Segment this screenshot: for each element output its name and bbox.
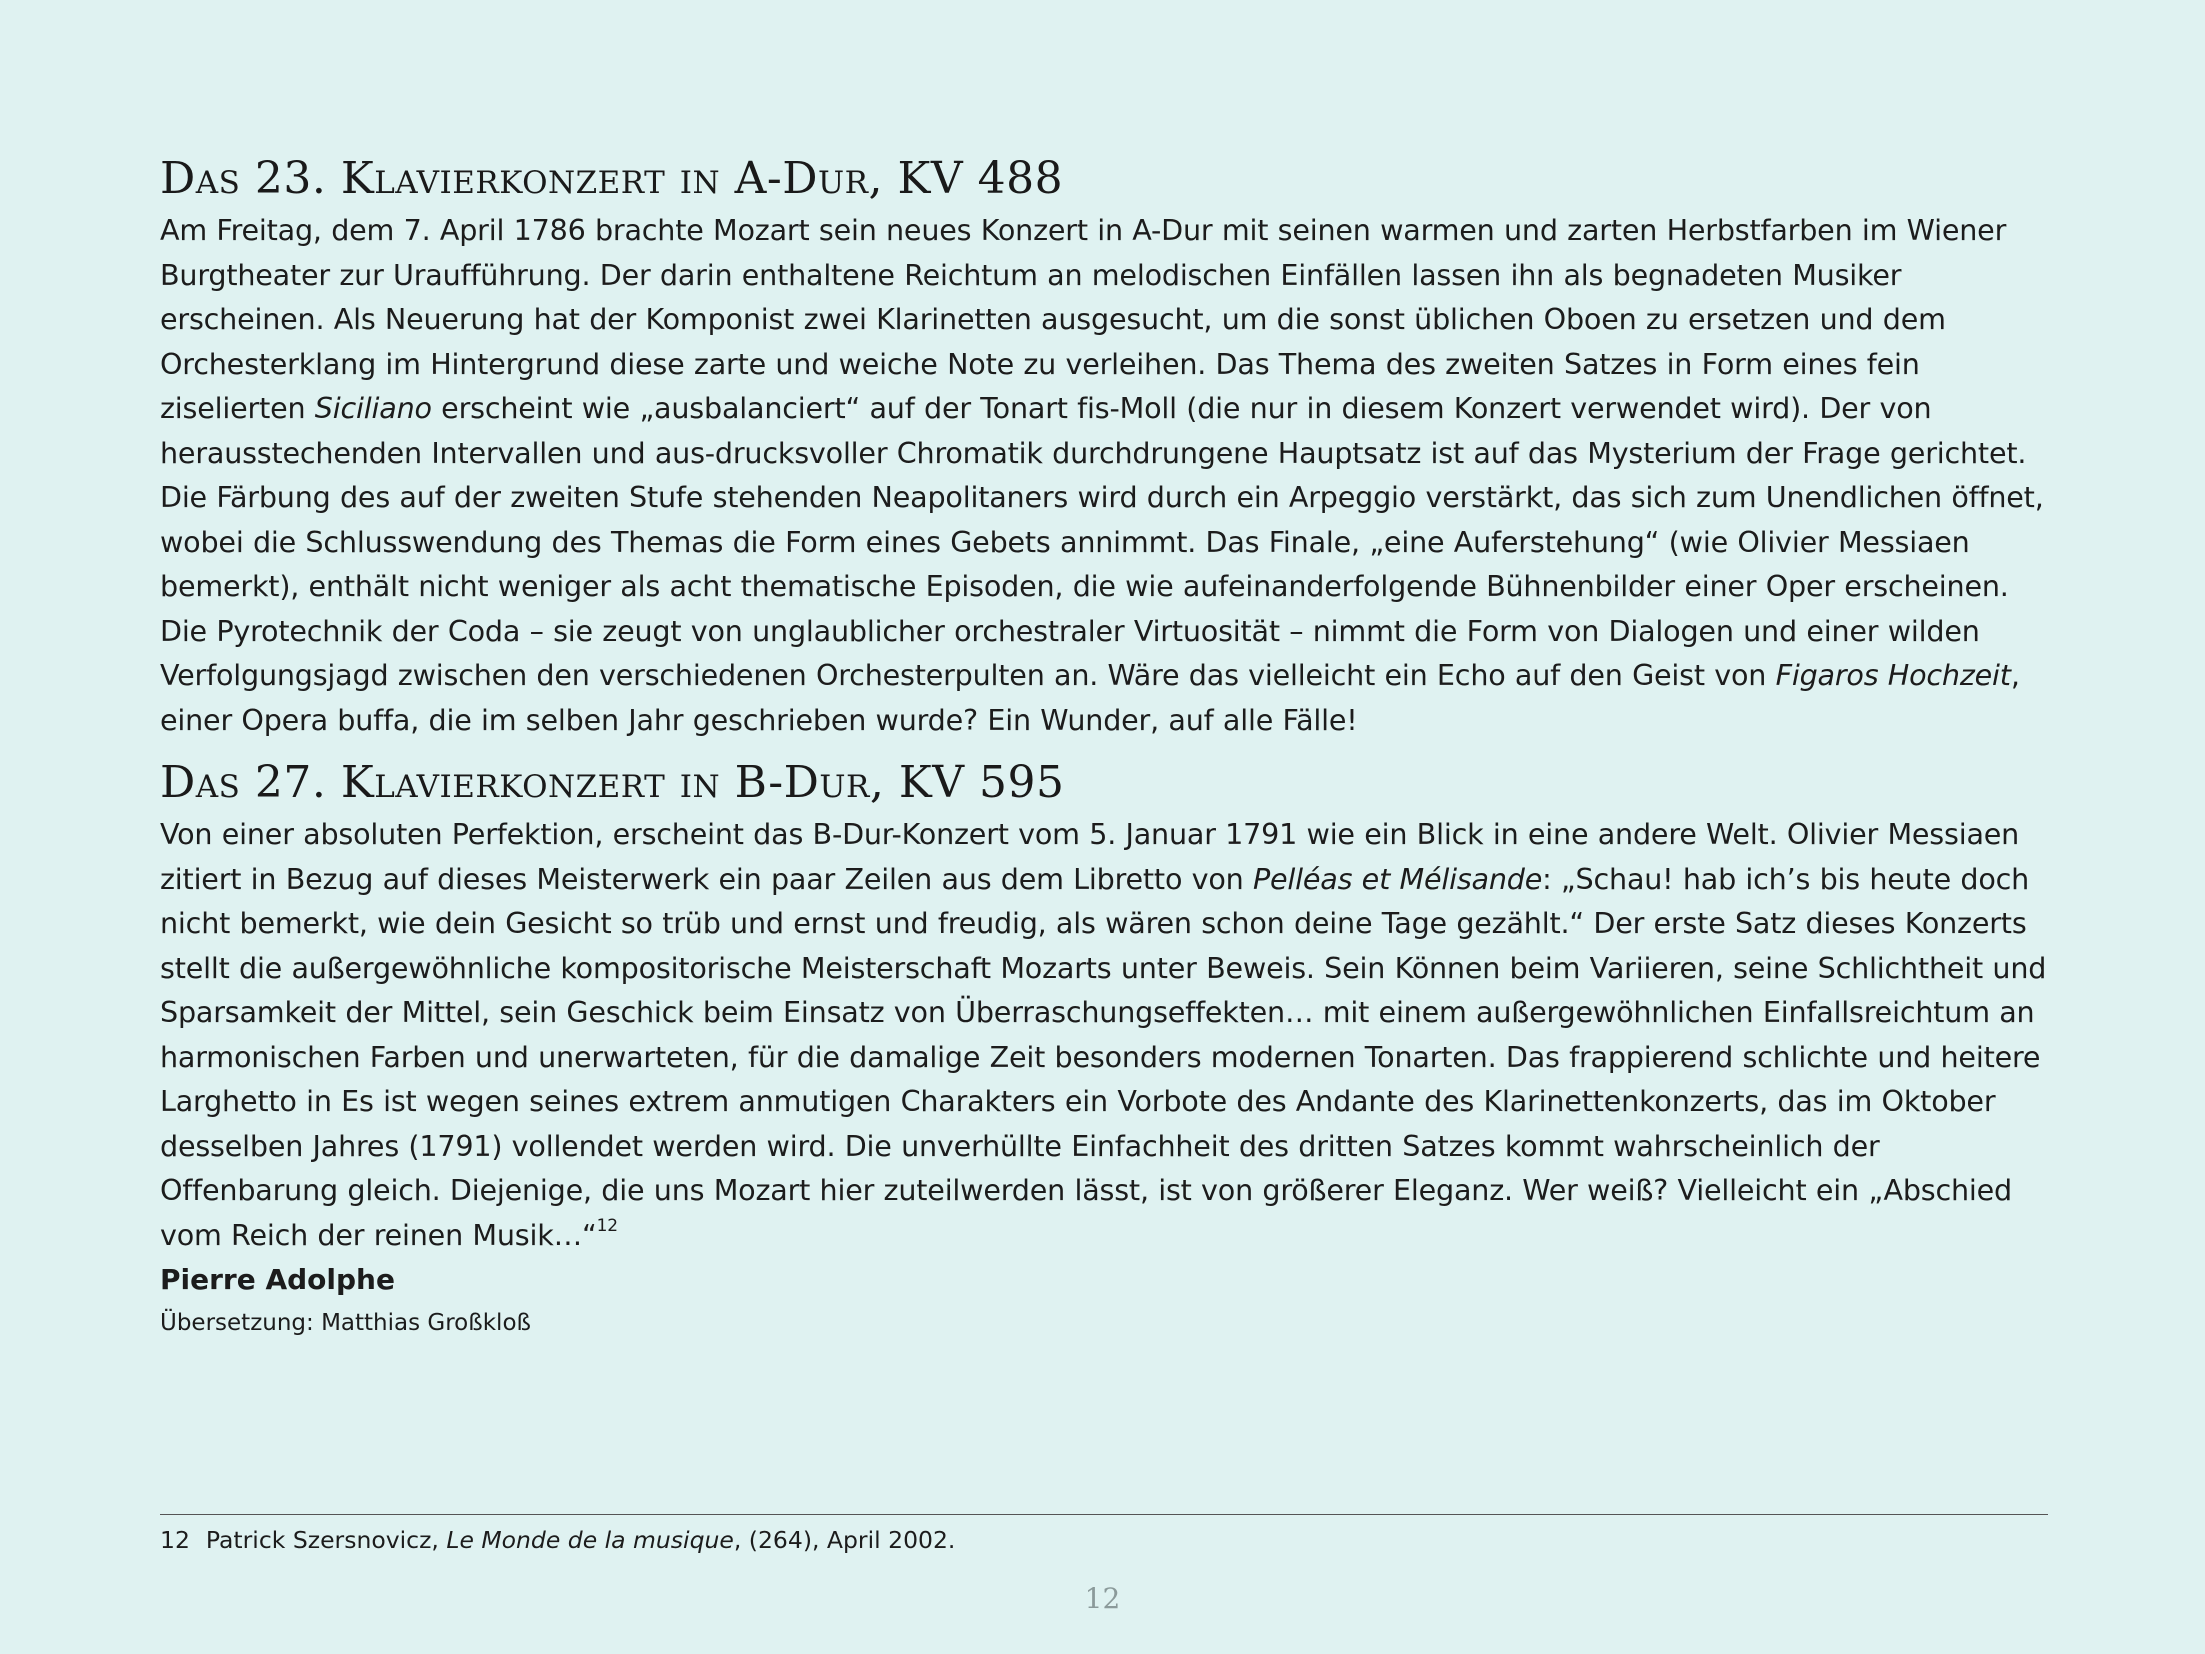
page-number: 12: [1084, 1582, 1121, 1615]
footnote: [160, 1522, 955, 1558]
section-kv595: [160, 754, 2050, 1343]
translator-credit: Übersetzung: Matthias Großkloß: [160, 1310, 532, 1336]
body-text: erscheint wie „ausbalanciert“ auf der Tonart fis-Moll (die nur in diesem Konzert verwendet wird). Der von herausstechenden Intervallen und aus-drucksvoller Chromatik durchdrungene Hauptsatz ist auf das Mysterium der Frage gerichtet. Die Färbung des auf der zweiten Stufe stehenden Neapolitaners wird durch ein Arpeggio verstärkt, das sich zum Unendlichen öffnet, wobei die Schlusswendung des Themas die Form eines Gebets annimmt. Das Finale, „eine Auferstehung“ (wie Olivier Messiaen bemerkt), enthält nicht weniger als acht thematische Episoden, die wie aufeinanderfolgende Bühnenbilder einer Oper erscheinen. Die Pyrotechnik der Coda – sie zeugt von unglaublicher orchestraler Virtuosität – nimmt die Form von Dialogen und einer wilden Verfolgungsjagd zwischen den verschiedenen Orchesterpulten an. Wäre das vielleicht ein Echo auf den Geist von: [160, 391, 2044, 692]
footnote-text: , (264), April 2002.: [733, 1526, 956, 1554]
body-text: : „Schau! hab ich’s bis heute doch nicht bemerkt, wie dein Gesicht so trüb und ernst und freudig, als wären schon deine Tage gezählt.“ Der erste Satz dieses Konzerts stellt die außergewöhnliche kompositorische Meisterschaft Mozarts unter Beweis. Sein Können beim Variieren, seine Schlichtheit und Sparsamkeit der Mittel, sein Geschick beim Einsatz von Überraschungseffekten… mit einem außergewöhnlichen Einfallsreichtum an harmonischen Farben und unerwarteten, für die damalige Zeit besonders modernen Tonarten. Das frappierend schlichte und heitere Larghetto in Es ist wegen seines extrem anmutigen Charakters ein Vorbote des Andante des Klarinettenkonzerts, das im Oktober desselben Jahres (1791) vollendet werden wird. Die unverhüllte Einfachheit des dritten Satzes kommt wahrscheinlich der Offenbarung gleich. Diejenige, die uns Mozart hier zuteilwerden lässt, ist von größerer Eleganz. Wer weiß? Vielleicht ein „Abschied vom Reich der reinen Musik…“: [160, 861, 2047, 1252]
body-text-italic: Pelléas et Mélisande: [1252, 861, 1543, 896]
body-text: Von einer absoluten Perfektion, erscheint das B-Dur-Konzert vom 5. Januar 1791 wie ein Blick in eine andere Welt. Olivier Messiaen zitiert in Bezug auf dieses Meisterwerk ein paar Zeilen aus dem Libretto von: [160, 817, 2020, 896]
footnote-text: Patrick Szersnovicz,: [205, 1526, 447, 1554]
body-text: Am Freitag, dem 7. April 1786 brachte Mozart sein neues Konzert in A-Dur mit seinen warmen und zarten Herbstfarben im Wiener Burgtheater zur Uraufführung. Der darin enthaltene Reichtum an melodischen Einfällen lassen ihn als begnadeten Musiker erscheinen. Als Neuerung hat der Komponist zwei Klarinetten ausgesucht, um die sonst üblichen Oboen zu ersetzen und dem Orchesterklang im Hintergrund diese zarte und weiche Note zu verleihen. Das Thema des zweiten Satzes in Form eines fein ziselierten: [160, 213, 2007, 425]
footnote-divider: [160, 1514, 2048, 1515]
footnote-number: 12: [160, 1526, 190, 1554]
section-kv488: [160, 150, 2050, 742]
page-content: [160, 150, 2050, 1343]
author-name: Pierre Adolphe: [160, 1263, 395, 1296]
body-text-italic: Siciliano: [314, 391, 432, 425]
footnote-reference[interactable]: 12: [596, 1215, 618, 1236]
footnote-text-italic: Le Monde de la musique: [446, 1526, 734, 1554]
section-title: Das 23. Klavierkonzert in A-Dur, KV 488: [160, 153, 1064, 204]
section-body: [160, 812, 2050, 1257]
section-title: Das 27. Klavierkonzert in B-Dur, KV 595: [160, 757, 1065, 808]
section-body: [160, 208, 2050, 742]
body-text-italic: Figaros Hochzeit: [1775, 658, 2011, 692]
body-text: , einer Opera buffa, die im selben Jahr geschrieben wurde? Ein Wunder, auf alle Fälle!: [160, 658, 2020, 737]
